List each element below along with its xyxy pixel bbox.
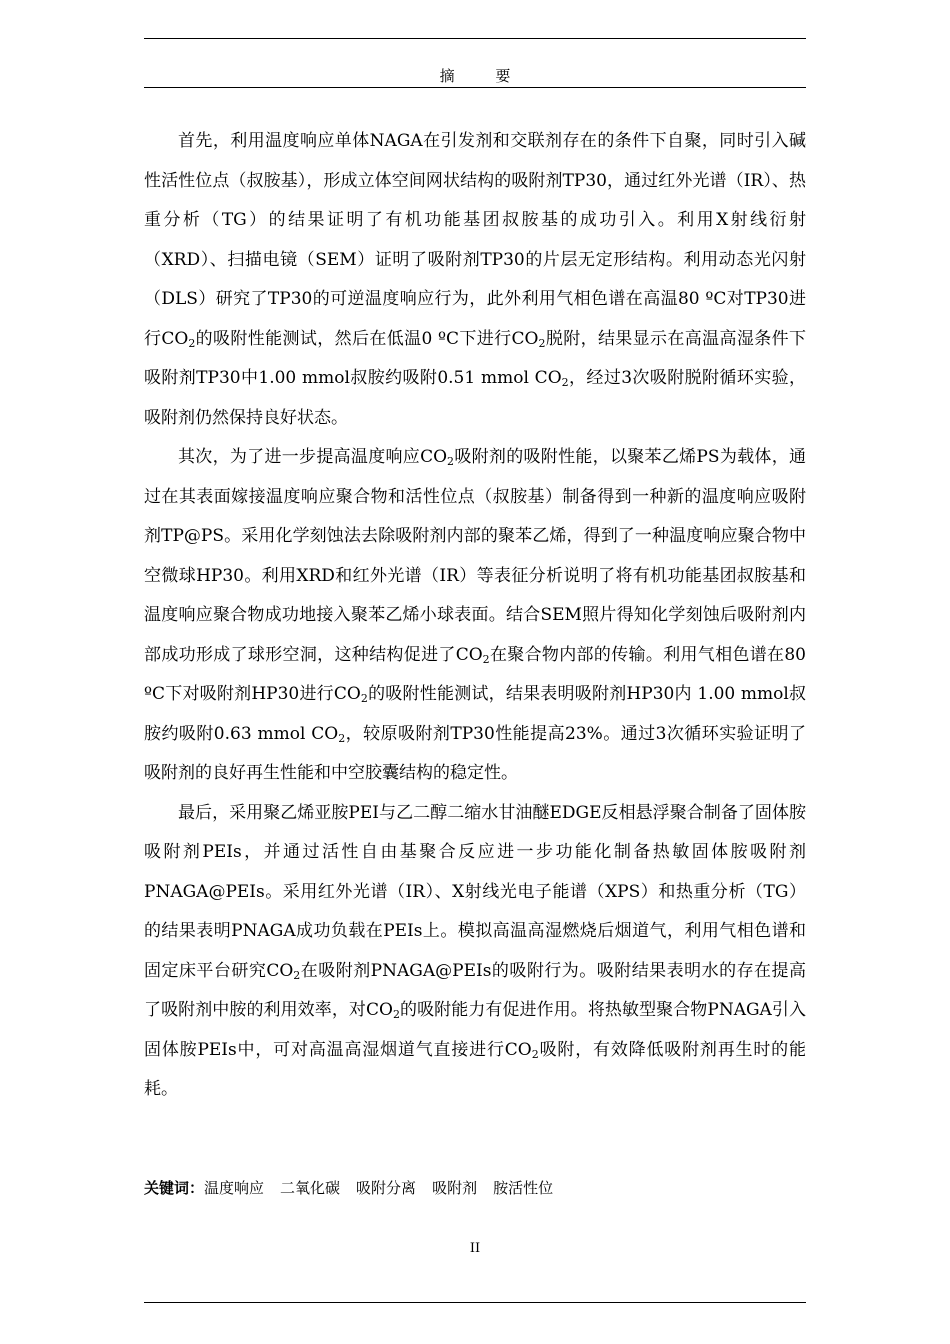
page-number: II [469, 1241, 481, 1256]
abstract-paragraph [144, 438, 806, 794]
abstract-paragraph [144, 122, 806, 438]
keyword: 胺活性位 [493, 1179, 554, 1197]
text-segment: 在聚合物内部的传输。利用气相色谱在80 ºC下对吸附剂HP30进行CO [144, 644, 806, 704]
subscript: 2 [293, 968, 301, 982]
text-segment: 首先，利用温度响应单体NAGA在引发剂和交联剂存在的条件下自聚，同时引入碱性活性位点（叔胺基），形成立体空间网状结构的吸附剂TP30，通过红外光谱（IR）、热重分析（TG）的结果证明了有机功能基团叔胺基的成功引入。利用X射线衍射（XRD）、扫描电镜（SEM）证明了吸附剂TP30的片层无定形结构。利用动态光闪射（DLS）研究了TP30的可逆温度响应行为，此外利用气相色谱在高温80 ºC对TP30进行CO [144, 131, 806, 349]
keywords-list [204, 1179, 569, 1197]
subscript: 2 [531, 1047, 539, 1061]
keywords-section [144, 1176, 806, 1200]
footer-rule [144, 1302, 806, 1303]
abstract-paragraph [144, 794, 806, 1110]
subscript: 2 [338, 731, 346, 745]
subscript: 2 [188, 336, 196, 350]
subscript: 2 [538, 336, 546, 350]
text-segment: 的吸附性能测试，结果表明吸附剂HP30内 1.00 mmol叔胺约吸附0.63 mmol CO [144, 684, 807, 744]
keyword: 二氧化碳 [280, 1179, 341, 1197]
keywords-label: 关键词： [144, 1179, 205, 1197]
subscript: 2 [561, 376, 569, 389]
subscript: 2 [392, 1008, 400, 1021]
text-segment: 脱附，结果显示在高温高湿条件下吸附剂TP30中1.00 mmol叔胺约吸附0.51 mmol CO [144, 328, 806, 388]
text-segment: 的吸附能力有促进作用。将热敏型聚合物PNAGA引入固体胺PEIs中，可对高温高湿烟道气直接进行CO [144, 1000, 806, 1060]
text-segment: 最后，采用聚乙烯亚胺PEI与乙二醇二缩水甘油醚EDGE反相悬浮聚合制备了固体胺吸附剂PEIs，并通过活性自由基聚合反应进一步功能化制备热敏固体胺吸附剂PNAGA@PEIs。采用红外光谱（IR）、X射线光电子能谱（XPS）和热重分析（TG）的结果表明PNAGA成功负载在PEIs上。模拟高温高湿燃烧后烟道气，利用气相色谱和固定床平台研究CO [144, 802, 806, 981]
text-segment: ，经过3次吸附脱附循环实验，吸附剂仍然保持良好状态。 [144, 368, 806, 428]
text-segment: ，较原吸附剂TP30性能提高23%。通过3次循环实验证明了吸附剂的良好再生性能和中空胶囊结构的稳定性。 [144, 723, 807, 783]
keyword: 吸附分离 [356, 1179, 417, 1197]
subscript: 2 [447, 455, 455, 468]
keyword: 吸附剂 [432, 1179, 478, 1197]
header-top-rule [144, 38, 806, 39]
page-header-title: 摘 要 [439, 67, 529, 85]
text-segment: 的吸附性能测试，然后在低温0 ºC下进行CO [195, 328, 539, 349]
keyword: 温度响应 [204, 1179, 265, 1197]
text-segment: 吸附剂的吸附性能，以聚苯乙烯PS为载体，通过在其表面嫁接温度响应聚合物和活性位点（叔胺基）制备得到一种新的温度响应吸附剂TP@PS。采用化学刻蚀法去除吸附剂内部的聚苯乙烯，得到了一种温度响应聚合物中空微球HP30。利用XRD和红外光谱（IR）等表征分析说明了将有机功能基团叔胺基和温度响应聚合物成功地接入聚苯乙烯小球表面。结合SEM照片得知化学刻蚀后吸附剂内部成功形成了球形空洞，这种结构促进了CO [144, 447, 806, 665]
subscript: 2 [482, 652, 490, 666]
text-segment: 吸附，有效降低吸附剂再生时的能耗。 [144, 1039, 806, 1099]
header-bottom-rule [144, 87, 806, 88]
subscript: 2 [360, 692, 368, 705]
text-segment: 其次，为了进一步提高温度响应CO [178, 447, 448, 467]
abstract-body [144, 122, 806, 1110]
text-segment: 在吸附剂PNAGA@PEIs的吸附行为。吸附结果表明水的存在提高了吸附剂中胺的利用效率，对CO [144, 960, 807, 1020]
